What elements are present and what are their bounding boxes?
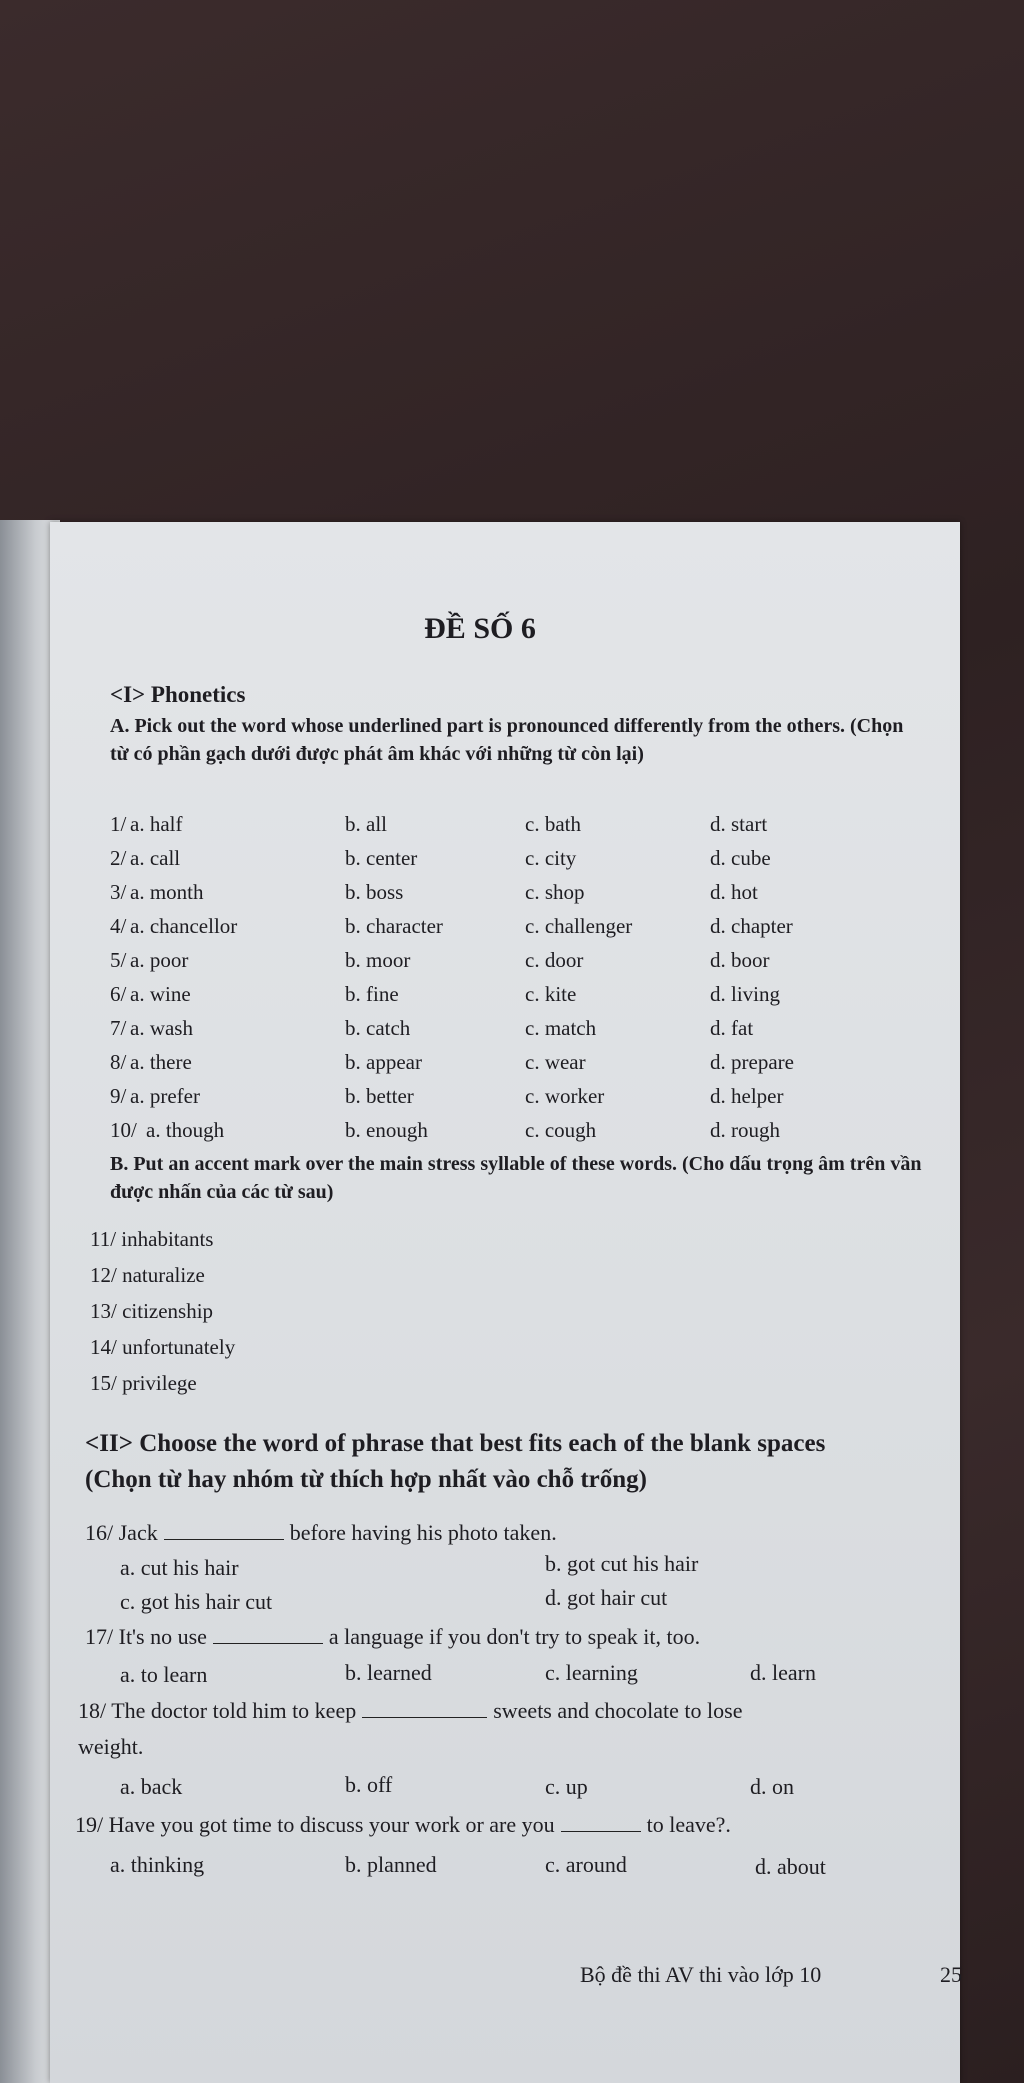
answer-option-d: d. helper	[710, 1084, 784, 1108]
stress-word: 14/ unfortunately	[90, 1335, 236, 1359]
answer-option-c: c. match	[525, 1016, 597, 1040]
stress-word: 15/ privilege	[90, 1371, 197, 1395]
answer-option-b: b. enough	[345, 1118, 428, 1142]
answer-option-c: c. worker	[525, 1084, 605, 1108]
answer-option-b: b. better	[345, 1084, 414, 1108]
question-18-stem-end: sweets and chocolate to lose	[493, 1698, 743, 1723]
answer-option-c: c. city	[525, 846, 577, 870]
question-number: 6/	[110, 982, 127, 1006]
answer-option-d: d. rough	[710, 1118, 780, 1142]
section-1-heading: <I> Phonetics	[110, 682, 246, 707]
question-17	[85, 1624, 700, 1650]
answer-option-d: d. start	[710, 812, 768, 836]
question-19-stem-end: to leave?.	[646, 1812, 731, 1837]
option-16a: a. cut his hair	[120, 1555, 239, 1580]
question-number: 7/	[110, 1016, 127, 1040]
footer-book-title: Bộ đề thi AV thi vào lớp 10	[580, 1962, 822, 1987]
answer-option-d: d. hot	[710, 880, 758, 904]
question-number: 8/	[110, 1050, 127, 1074]
question-number: 10/	[110, 1118, 137, 1142]
book-page	[50, 522, 960, 2083]
question-number: 3/	[110, 880, 127, 904]
question-19	[75, 1812, 731, 1838]
question-17-stem-end: a language if you don't try to speak it, too.	[328, 1624, 701, 1649]
answer-option-d: d. chapter	[710, 914, 793, 938]
option-17d: d. learn	[750, 1660, 816, 1685]
answer-option-a: a. there	[130, 1050, 192, 1074]
answer-option-a: a. wash	[130, 1016, 193, 1040]
option-19d: d. about	[755, 1854, 826, 1879]
section-2-heading: <II> Choose the word of phrase that best fits each of the blank spaces	[85, 1430, 826, 1457]
answer-option-b: b. boss	[345, 880, 404, 904]
answer-option-d: d. cube	[710, 846, 771, 870]
question-number: 9/	[110, 1084, 127, 1108]
section-2-subheading: (Chọn từ hay nhóm từ thích hợp nhất vào chỗ trống)	[85, 1466, 647, 1493]
answer-option-c: c. kite	[525, 982, 577, 1006]
question-number: 5/	[110, 948, 127, 972]
page-title: ĐỀ SỐ 6	[424, 612, 536, 645]
option-19a: a. thinking	[110, 1852, 205, 1877]
option-19b: b. planned	[345, 1852, 437, 1877]
question-number: 4/	[110, 914, 127, 938]
answer-option-b: b. center	[345, 846, 418, 870]
answer-option-d: d. prepare	[710, 1050, 794, 1074]
answer-option-a: a. call	[130, 846, 181, 870]
option-16b: b. got cut his hair	[545, 1551, 699, 1576]
option-17a: a. to learn	[120, 1662, 208, 1687]
answer-option-a: a. month	[130, 880, 204, 904]
question-18	[78, 1698, 742, 1724]
question-19-stem: 19/ Have you got time to discuss your work or are you	[75, 1812, 555, 1837]
option-16c: c. got his hair cut	[120, 1589, 273, 1614]
answer-option-b: b. character	[345, 914, 443, 938]
answer-blank	[213, 1642, 323, 1644]
option-17c: c. learning	[545, 1660, 638, 1685]
answer-option-a: a. half	[130, 812, 183, 836]
answer-option-d: d. boor	[710, 948, 770, 972]
part-b-instructions: B. Put an accent mark over the main stress syllable of these words. (Cho dấu trọng âm trên vần được nhấn của các từ sau)	[110, 1153, 922, 1203]
answer-blank	[164, 1538, 284, 1540]
question-16-stem-end: before having his photo taken.	[289, 1520, 557, 1545]
answer-blank	[561, 1830, 641, 1832]
option-18c: c. up	[545, 1774, 588, 1799]
answer-option-c: c. door	[525, 948, 584, 972]
question-18-continuation: weight.	[78, 1734, 144, 1759]
answer-option-c: c. challenger	[525, 914, 633, 938]
stress-word: 12/ naturalize	[90, 1263, 205, 1287]
part-a-instructions: A. Pick out the word whose underlined part is pronounced differently from the others. (Chọn từ có phần gạch dưới được phát âm khác với những từ còn lại)	[110, 715, 904, 765]
answer-option-d: d. fat	[710, 1016, 754, 1040]
option-17b: b. learned	[345, 1660, 432, 1685]
answer-option-a: a. poor	[130, 948, 189, 972]
question-18-stem: 18/ The doctor told him to keep	[78, 1698, 357, 1723]
answer-option-b: b. catch	[345, 1016, 411, 1040]
page-number: 25	[940, 1962, 962, 1987]
answer-option-a: a. though	[146, 1118, 225, 1142]
option-18d: d. on	[750, 1774, 794, 1799]
question-17-stem: 17/ It's no use	[85, 1624, 207, 1649]
answer-option-c: c. cough	[525, 1118, 597, 1142]
answer-option-c: c. shop	[525, 880, 585, 904]
answer-option-c: c. wear	[525, 1050, 586, 1074]
option-18a: a. back	[120, 1774, 183, 1799]
answer-option-a: a. chancellor	[130, 914, 238, 938]
option-19c: c. around	[545, 1852, 627, 1877]
answer-option-a: a. prefer	[130, 1084, 200, 1108]
option-16d: d. got hair cut	[545, 1585, 668, 1610]
answer-option-d: d. living	[710, 982, 781, 1006]
stress-word: 13/ citizenship	[90, 1299, 214, 1323]
answer-option-b: b. all	[345, 812, 387, 836]
answer-option-a: a. wine	[130, 982, 191, 1006]
question-16	[85, 1520, 557, 1546]
answer-option-c: c. bath	[525, 812, 581, 836]
stress-word: 11/ inhabitants	[90, 1227, 214, 1251]
answer-blank	[362, 1716, 487, 1718]
question-number: 2/	[110, 846, 127, 870]
answer-option-b: b. moor	[345, 948, 411, 972]
answer-option-b: b. fine	[345, 982, 399, 1006]
option-18b: b. off	[345, 1772, 393, 1797]
answer-option-b: b. appear	[345, 1050, 422, 1074]
question-16-stem: 16/ Jack	[85, 1520, 158, 1545]
question-number: 1/	[110, 812, 127, 836]
